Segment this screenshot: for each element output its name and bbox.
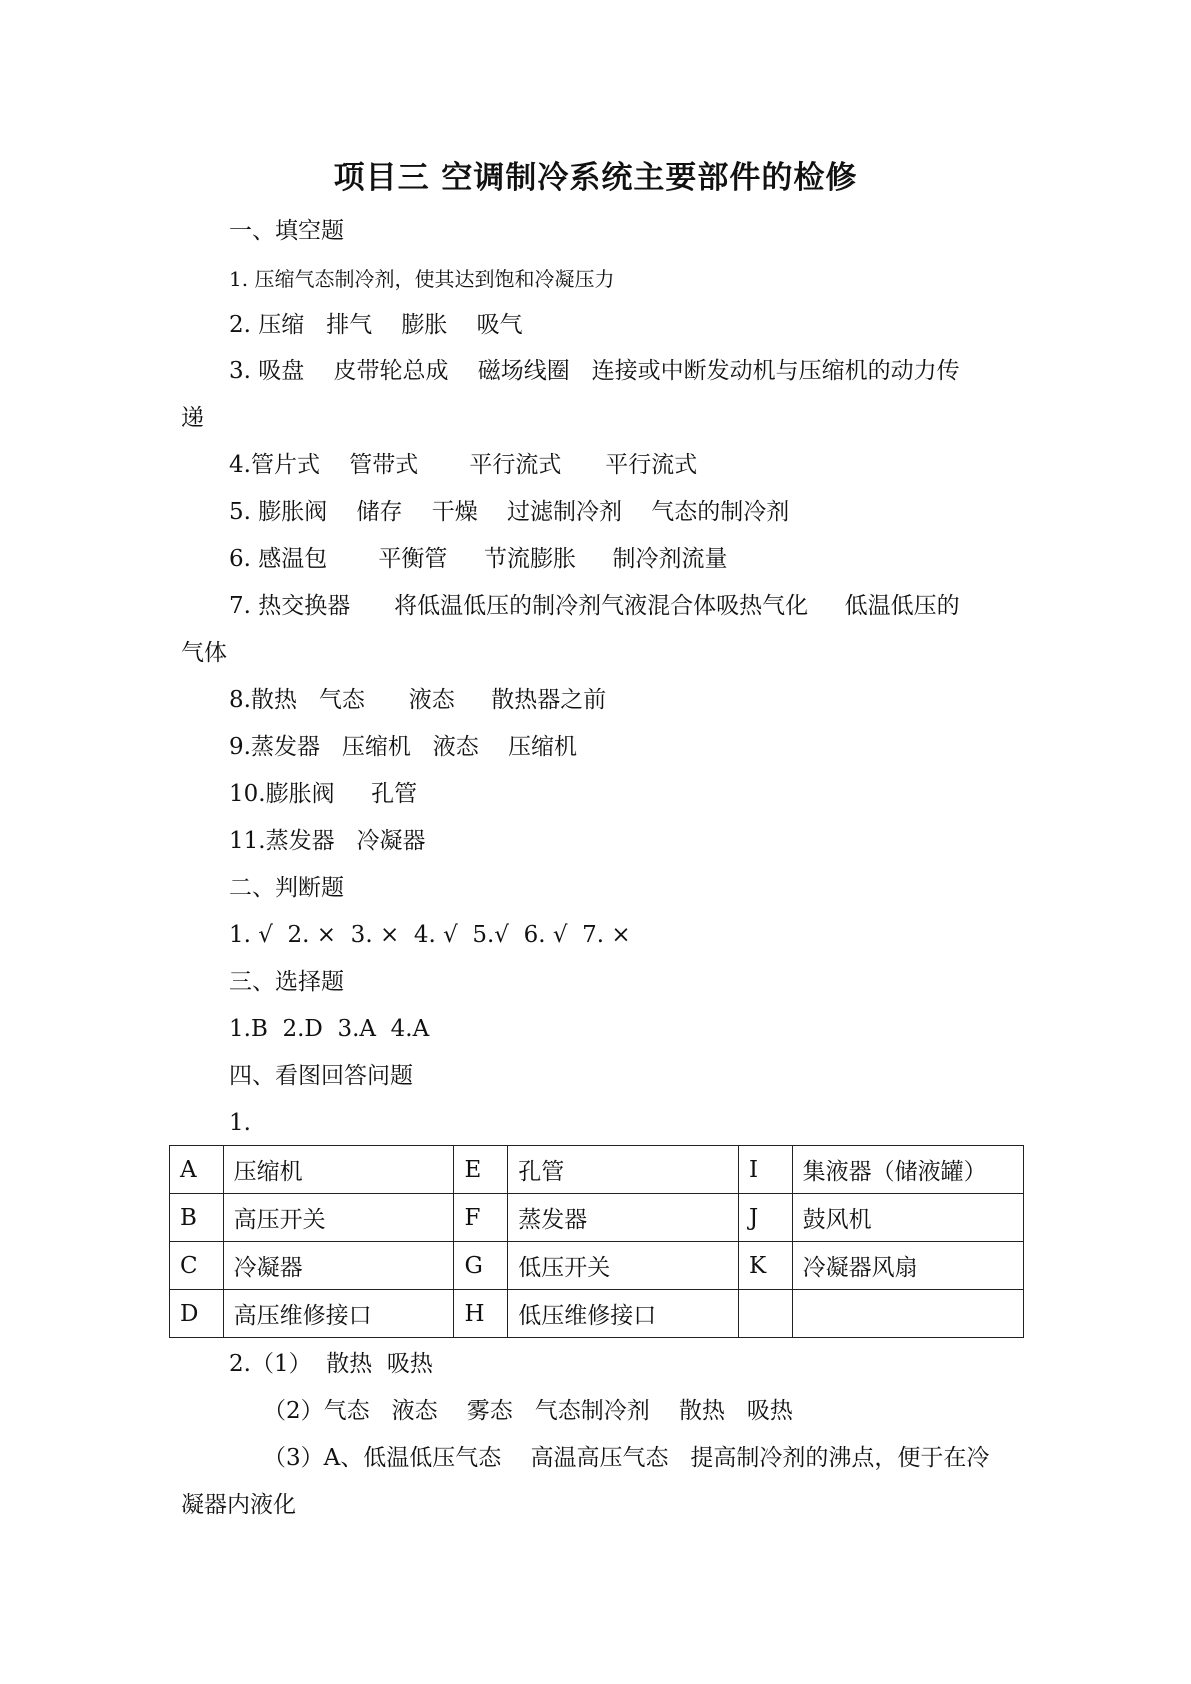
table-cell: K <box>739 1242 793 1290</box>
table-cell: 低压维修接口 <box>508 1290 739 1338</box>
table-cell <box>739 1290 793 1338</box>
figure-question-2-part-3: （3）A、低温低压气态 高温高压气态 提高制冷剂的沸点，便于在冷 <box>263 1445 990 1471</box>
table-cell: F <box>454 1194 508 1242</box>
section-choice-heading: 三、选择题 <box>229 969 344 995</box>
table-cell: 冷凝器风扇 <box>792 1242 1023 1290</box>
table-cell <box>792 1290 1023 1338</box>
component-table <box>169 1145 1024 1338</box>
table-cell: 低压开关 <box>508 1242 739 1290</box>
figure-question-2-part-3-continued: 凝器内液化 <box>181 1492 296 1518</box>
table-cell: 孔管 <box>508 1146 739 1194</box>
table-cell: 压缩机 <box>223 1146 454 1194</box>
table-cell: B <box>170 1194 224 1242</box>
table-cell: 鼓风机 <box>792 1194 1023 1242</box>
judge-answers: 1. √ 2. × 3. × 4. √ 5.√ 6. √ 7. × <box>229 922 631 948</box>
fill-answer-8: 8.散热 气态 液态 散热器之前 <box>229 687 607 713</box>
table-row <box>170 1194 1024 1242</box>
table-cell: E <box>454 1146 508 1194</box>
table-cell: C <box>170 1242 224 1290</box>
choice-answers: 1.B 2.D 3.A 4.A <box>229 1016 430 1042</box>
fill-answer-10: 10.膨胀阀 孔管 <box>229 781 418 807</box>
table-cell: 蒸发器 <box>508 1194 739 1242</box>
figure-question-2-part-2: （2）气态 液态 雾态 气态制冷剂 散热 吸热 <box>263 1398 793 1424</box>
figure-question-1-label: 1. <box>229 1110 251 1136</box>
fill-answer-6: 6. 感温包 平衡管 节流膨胀 制冷剂流量 <box>229 546 728 572</box>
table-cell: A <box>170 1146 224 1194</box>
fill-answer-3-continued: 递 <box>181 405 204 431</box>
fill-answer-11: 11.蒸发器 冷凝器 <box>229 828 426 854</box>
table-cell: H <box>454 1290 508 1338</box>
table-cell: 高压维修接口 <box>223 1290 454 1338</box>
fill-answer-9: 9.蒸发器 压缩机 液态 压缩机 <box>229 734 578 760</box>
table-cell: D <box>170 1290 224 1338</box>
fill-answer-7-continued: 气体 <box>181 640 227 666</box>
table-cell: J <box>739 1194 793 1242</box>
table-cell: 集液器（储液罐） <box>792 1146 1023 1194</box>
table-row <box>170 1242 1024 1290</box>
table-cell: I <box>739 1146 793 1194</box>
figure-question-2-part-1: 2.（1） 散热 吸热 <box>229 1351 433 1377</box>
fill-answer-5: 5. 膨胀阀 储存 干燥 过滤制冷剂 气态的制冷剂 <box>229 499 790 525</box>
fill-answer-1: 1. 压缩气态制冷剂，使其达到饱和冷凝压力 <box>229 267 615 291</box>
section-judge-heading: 二、判断题 <box>229 875 344 901</box>
fill-answer-2: 2. 压缩 排气 膨胀 吸气 <box>229 312 523 338</box>
page-title: 项目三 空调制冷系统主要部件的检修 <box>333 160 858 196</box>
fill-answer-3: 3. 吸盘 皮带轮总成 磁场线圈 连接或中断发动机与压缩机的动力传 <box>229 358 960 384</box>
table-row <box>170 1146 1024 1194</box>
table-cell: 冷凝器 <box>223 1242 454 1290</box>
section-figure-heading: 四、看图回答问题 <box>229 1063 413 1089</box>
fill-answer-7: 7. 热交换器 将低温低压的制冷剂气液混合体吸热气化 低温低压的 <box>229 593 960 619</box>
table-row <box>170 1290 1024 1338</box>
table-cell: G <box>454 1242 508 1290</box>
fill-answer-4: 4.管片式 管带式 平行流式 平行流式 <box>229 452 698 478</box>
section-fill-heading: 一、填空题 <box>229 218 344 244</box>
table-cell: 高压开关 <box>223 1194 454 1242</box>
